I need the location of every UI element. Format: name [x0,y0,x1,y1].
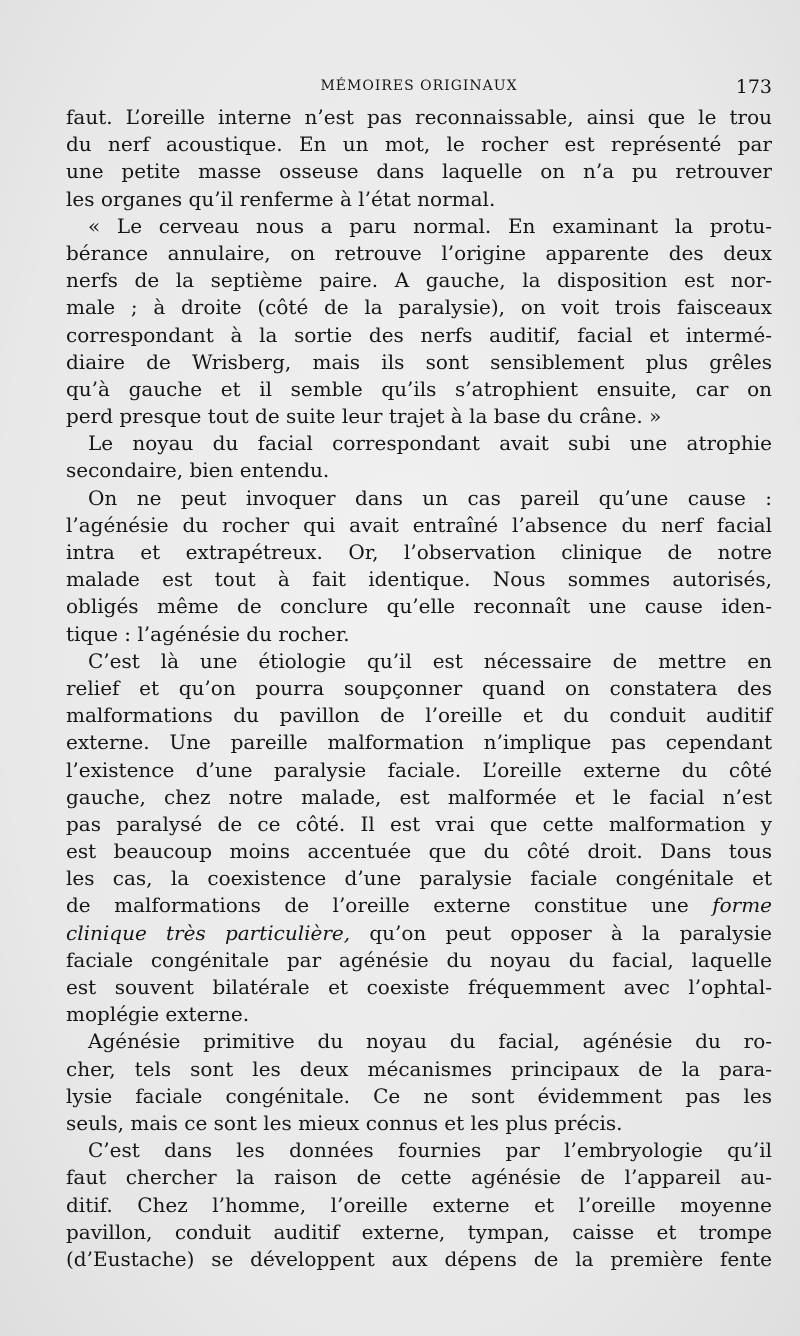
text-line: faut chercher la raison de cette agénésie de l’appareil au- [66,1165,772,1190]
text-line: les cas, la coexistence d’une paralysie faciale congénitale et [66,866,772,891]
body-text [66,104,772,1273]
text-line: cher, tels sont les deux mécanismes principaux de la para- [66,1056,772,1081]
text-line: faciale congénitale par agénésie du noyau du facial, laquelle [66,947,772,972]
italic-phrase: forme [712,893,773,918]
text-line: qu’à gauche et il semble qu’ils s’atrophient ensuite, car on [66,376,772,401]
text-line: une petite masse osseuse dans laquelle on n’a pu retrouver [66,159,772,184]
text-line: faut. L’oreille interne n’est pas reconnaissable, ainsi que le trou [66,105,772,129]
text-line: male ; à droite (côté de la paralysie), on voit trois faisceaux [66,295,772,320]
text-line: tique : l’agénésie du rocher. [66,621,350,646]
text-line: intra et extrapétreux. Or, l’observation clinique de notre [66,540,772,564]
text-line: l’agénésie du rocher qui avait entraîné l’absence du nerf facial [66,512,772,537]
text-line: C’est dans les données fournies par l’embryologie qu’il [88,1138,772,1163]
text-line: « Le cerveau nous a paru normal. En examinant la protu- [88,213,772,238]
text-line: est souvent bilatérale et coexiste fréquemment avec l’ophtal- [66,975,772,999]
text-line: Le noyau du facial correspondant avait subi une atrophie [88,431,772,456]
text-line: externe. Une pareille malformation n’implique pas cependant [66,730,772,755]
text-line: On ne peut invoquer dans un cas pareil qu’une cause : [88,485,772,510]
text-fragment: de malformations de l’oreille externe constitue une [66,893,689,918]
running-title: MÉMOIRES ORIGINAUX [320,78,518,94]
text-line: malformations du pavillon de l’oreille et du conduit auditif [66,703,772,728]
text-line: nerfs de la septième paire. A gauche, la disposition est nor- [66,268,772,293]
text-line: seuls, mais ce sont les mieux connus et les plus précis. [66,1110,623,1135]
text-line: C’est là une étiologie qu’il est nécessaire de mettre en [88,648,772,673]
text-line: Agénésie primitive du noyau du facial, agénésie du ro- [88,1029,772,1054]
text-line: moplégie externe. [66,1002,250,1027]
text-line: (d’Eustache) se développent aux dépens de la première fente [66,1246,772,1271]
text-line: bérance annulaire, on retrouve l’origine apparente des deux [66,240,772,265]
text-line: diaire de Wrisberg, mais ils sont sensiblement plus grêles [66,349,772,374]
text-line: ditif. Chez l’homme, l’oreille externe et l’oreille moyenne [66,1192,772,1217]
text-line: du nerf acoustique. En un mot, le rocher est représenté par [66,132,772,157]
text-line: malade est tout à fait identique. Nous sommes autorisés, [66,567,772,592]
text-line: est beaucoup moins accentuée que du côté droit. Dans tous [66,839,772,864]
text-line: obligés même de conclure qu’elle reconnaît une cause iden- [66,594,772,619]
text-line: secondaire, bien entendu. [66,458,330,483]
text-line: correspondant à la sortie des nerfs auditif, facial et intermé- [66,322,772,347]
text-line: relief et qu’on pourra soupçonner quand on constatera des [66,675,772,700]
text-fragment: qu’on peut opposer à la paralysie [350,920,772,945]
text-line: perd presque tout de suite leur trajet à la base du crâne. » [66,404,662,429]
text-line: gauche, chez notre malade, est malformée et le facial n’est [66,784,772,809]
text-line [66,892,772,919]
text-line [66,920,772,947]
text-line: pavillon, conduit auditif externe, tympan, caisse et trompe [66,1219,772,1244]
text-line: lysie faciale congénitale. Ce ne sont évidemment pas les [66,1083,772,1108]
page-number: 173 [735,76,772,98]
text-line: les organes qu’il renferme à l’état normal. [66,186,496,211]
text-line: l’existence d’une paralysie faciale. L’oreille externe du côté [66,757,772,782]
running-header [66,76,772,100]
text-line: pas paralysé de ce côté. Il est vrai que cette malformation y [66,811,772,836]
italic-phrase: clinique très particulière, [66,920,351,945]
